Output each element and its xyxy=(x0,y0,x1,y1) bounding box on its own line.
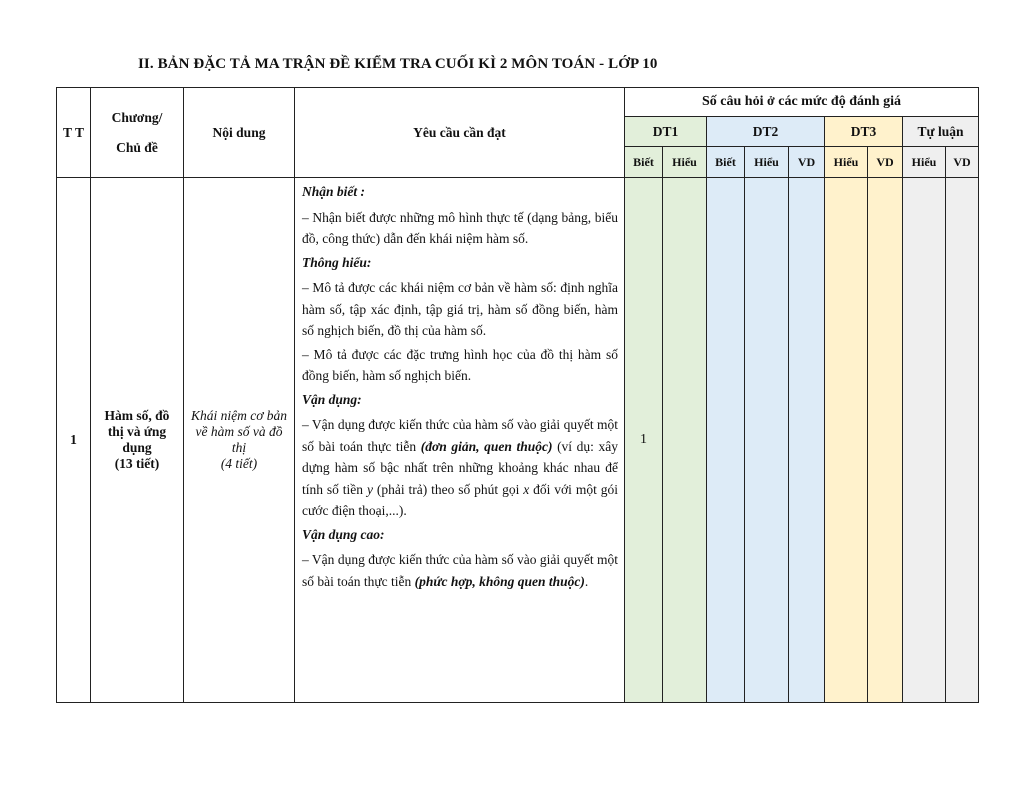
table-row xyxy=(57,178,979,703)
cell-dt3-hieu xyxy=(825,178,868,703)
row-requirements xyxy=(295,178,625,703)
cell-dt2-hieu xyxy=(745,178,789,703)
req-thong-hieu-1: – Mô tả được các khái niệm cơ bản về hàm số: định nghĩa hàm số, tập xác định, tập giá trị, hàm số đồng biến, hàm số nghịch biến, đồ thị của hàm số. xyxy=(302,280,618,338)
header-question-count: Số câu hỏi ở các mức độ đánh giá xyxy=(625,88,979,117)
header-content: Nội dung xyxy=(184,88,295,178)
cell-tuluan-vd xyxy=(946,178,979,703)
group-dt3: DT3 xyxy=(825,117,903,147)
content-name: Khái niệm cơ bản về hàm số và đồ thị xyxy=(190,408,288,455)
level-tuluan-hieu: Hiểu xyxy=(903,147,946,178)
label-van-dung: Vận dụng: xyxy=(302,391,362,407)
level-dt2-vd: VD xyxy=(789,147,825,178)
group-tu-luan: Tự luận xyxy=(903,117,979,147)
cell-dt2-vd xyxy=(789,178,825,703)
row-tt: 1 xyxy=(57,178,91,703)
level-dt2-hieu: Hiểu xyxy=(745,147,789,178)
level-dt1-biet: Biết xyxy=(625,147,663,178)
cell-tuluan-hieu xyxy=(903,178,946,703)
level-tuluan-vd: VD xyxy=(946,147,979,178)
label-thong-hieu: Thông hiểu: xyxy=(302,254,372,270)
level-dt3-vd: VD xyxy=(868,147,903,178)
level-dt1-hieu: Hiểu xyxy=(663,147,707,178)
header-chapter: Chương/ Chủ đề xyxy=(91,88,184,178)
document-title: II. BẢN ĐẶC TẢ MA TRẬN ĐỀ KIỂM TRA CUỐI KÌ 2 MÔN TOÁN - LỚP 10 xyxy=(138,56,658,72)
cell-dt2-biet xyxy=(707,178,745,703)
req-thong-hieu-2: – Mô tả được các đặc trưng hình học của đồ thị hàm số đồng biến, hàm số nghịch biến. xyxy=(302,346,618,383)
row-content xyxy=(184,178,295,703)
label-van-dung-cao: Vận dụng cao: xyxy=(302,526,385,542)
topic-hours: (13 tiết) xyxy=(114,456,160,471)
cell-dt1-hieu xyxy=(663,178,707,703)
cell-dt3-vd xyxy=(868,178,903,703)
group-dt1: DT1 xyxy=(625,117,707,147)
level-dt2-biet: Biết xyxy=(707,147,745,178)
level-dt3-hieu: Hiểu xyxy=(825,147,868,178)
req-nhan-biet-1: – Nhận biết được những mô hình thực tế (dạng bảng, biểu đồ, công thức) dẫn đến khái niệm hàm số. xyxy=(302,209,618,246)
label-nhan-biet: Nhận biết : xyxy=(302,184,366,199)
req-van-dung-1: – Vận dụng được kiến thức của hàm số vào giải quyết một số bài toán thực tiễn (đơn giản, quen thuộc) (ví dụ: xây dựng hàm số bậc nhất trên những khoảng khác nhau để tính số tiền y (phải trả) theo số phút gọi x đối với một gói cước điện thoại,...). xyxy=(302,417,618,518)
header-tt: T T xyxy=(57,88,91,178)
topic-name: Hàm số, đồ thị và ứng dụng xyxy=(104,408,170,455)
row-topic xyxy=(91,178,184,703)
content-hours: (4 tiết) xyxy=(220,456,258,471)
group-dt2: DT2 xyxy=(707,117,825,147)
cell-dt1-biet: 1 xyxy=(625,178,663,703)
header-requirements: Yêu cầu cần đạt xyxy=(295,88,625,178)
req-van-dung-cao-1: – Vận dụng được kiến thức của hàm số vào giải quyết một số bài toán thực tiễn (phức hợp, không quen thuộc). xyxy=(302,552,618,589)
spec-matrix-table xyxy=(56,87,979,703)
